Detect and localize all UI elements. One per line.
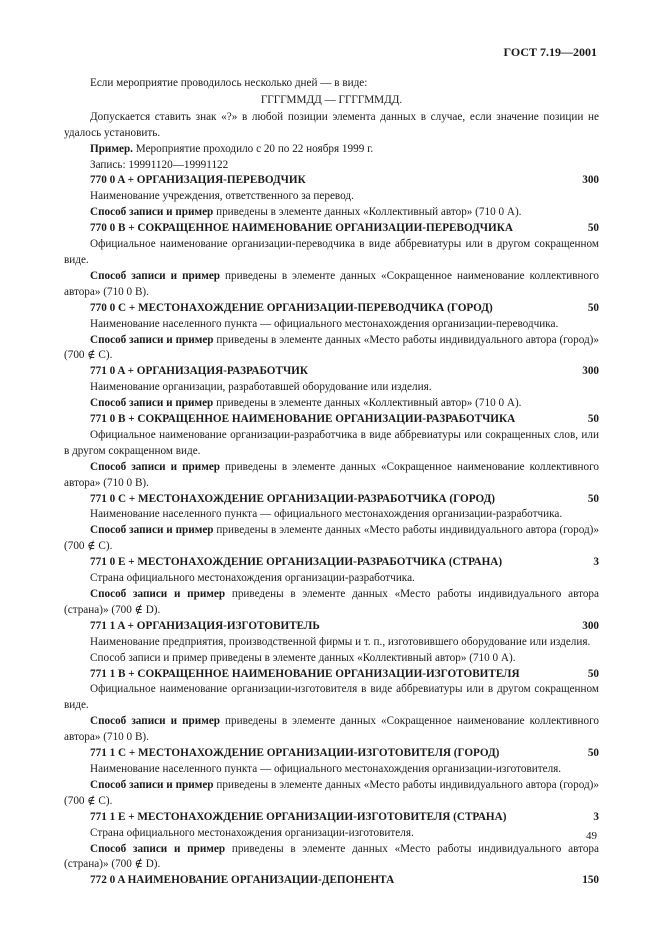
example-paragraph bbox=[64, 142, 599, 158]
field-description: Наименование предприятия, производственной фирмы и т. п., изготовившего оборудование или изделия. bbox=[90, 635, 591, 648]
method-paragraph bbox=[64, 269, 599, 301]
method-paragraph bbox=[64, 333, 599, 365]
method-text: приведены в элементе данных «Место работы индивидуального автора (страна)» (700 ∉ D). bbox=[64, 588, 599, 616]
method-text: приведены в элементе данных «Сокращенное наименование коллективного автора» (710 0 B). bbox=[64, 269, 599, 298]
method-label: Способ записи и пример bbox=[90, 269, 221, 282]
field-name: 770 0 C + МЕСТОНАХОЖДЕНИЕ ОРГАНИЗАЦИИ-ПЕРЕВОДЧИКА (ГОРОД) bbox=[90, 301, 493, 314]
method-paragraph bbox=[64, 842, 599, 874]
method-paragraph: Способ записи и пример приведены в элементе данных «Коллективный автор» (710 0 A). bbox=[90, 651, 516, 664]
method-label: Способ записи и пример bbox=[90, 460, 221, 473]
method-paragraph bbox=[64, 205, 599, 221]
page-body bbox=[64, 76, 599, 889]
paragraph: Допускается ставить знак «?» в любой позиции элемента данных в случае, если значение позиции не удалось установить. bbox=[64, 110, 599, 139]
field-description: Официальное наименование организации-изготовителя в виде аббревиатуры или в другом сокращенном виде. bbox=[64, 683, 599, 712]
field-heading bbox=[90, 746, 599, 762]
field-name: 771 1 E + МЕСТОНАХОЖДЕНИЕ ОРГАНИЗАЦИИ-ИЗГОТОВИТЕЛЯ (СТРАНА) bbox=[90, 810, 507, 823]
method-paragraph bbox=[64, 460, 599, 492]
field-heading bbox=[90, 873, 599, 889]
field-heading bbox=[90, 173, 599, 189]
method-paragraph bbox=[64, 778, 599, 810]
method-label: Способ записи и пример bbox=[90, 524, 214, 537]
method-text: приведены в элементе данных «Место работы индивидуального автора (город)» (700 ∉ C). bbox=[64, 524, 599, 553]
field-heading bbox=[90, 619, 599, 635]
page-number: 49 bbox=[586, 830, 597, 842]
field-name: 771 0 A + ОРГАНИЗАЦИЯ-РАЗРАБОТЧИК bbox=[90, 365, 308, 378]
example-label: Пример. bbox=[90, 142, 133, 155]
field-name: 771 0 C + МЕСТОНАХОЖДЕНИЕ ОРГАНИЗАЦИИ-РАЗРАБОТЧИКА (ГОРОД) bbox=[90, 492, 496, 505]
method-label: Способ записи и пример bbox=[90, 715, 221, 728]
method-text: приведены в элементе данных «Место работы индивидуального автора (город)» (700 ∉ C). bbox=[64, 333, 599, 362]
paragraph: Если мероприятие проводилось несколько дней — в виде: bbox=[90, 77, 368, 89]
example-record: Запись: 19991120—19991122 bbox=[90, 158, 229, 171]
field-heading bbox=[90, 810, 599, 826]
method-text: приведены в элементе данных «Сокращенное наименование коллективного автора» (710 0 B). bbox=[64, 460, 599, 489]
field-heading bbox=[90, 364, 599, 380]
field-description: Наименование населенного пункта — официального местонахождения организации-разработчика. bbox=[90, 508, 563, 521]
field-name: 770 0 A + ОРГАНИЗАЦИЯ-ПЕРЕВОДЧИК bbox=[90, 174, 306, 187]
method-text: приведены в элементе данных «Коллективный автор» (710 0 A). bbox=[213, 206, 522, 219]
field-description: Страна официального местонахождения организации-разработчика. bbox=[90, 572, 415, 585]
field-length: 50 bbox=[587, 747, 599, 760]
field-length: 50 bbox=[587, 222, 599, 235]
field-description: Наименование учреждения, ответственного за перевод. bbox=[90, 190, 354, 203]
method-text: приведены в элементе данных «Коллективный автор» (710 0 A). bbox=[213, 397, 522, 410]
field-heading bbox=[90, 412, 599, 428]
field-description: Наименование населенного пункта — официального местонахождения организации-изготовителя. bbox=[90, 762, 562, 775]
field-length: 300 bbox=[582, 365, 599, 378]
example-text: Мероприятие проходило с 20 по 22 ноября 1999 г. bbox=[132, 142, 374, 155]
method-paragraph bbox=[64, 396, 599, 412]
field-heading bbox=[90, 667, 599, 683]
method-text: приведены в элементе данных «Место работы индивидуального автора (страна)» (700 ∉ D). bbox=[64, 842, 599, 871]
field-heading bbox=[90, 492, 599, 508]
field-name: 771 0 B + СОКРАЩЕННОЕ НАИМЕНОВАНИЕ ОРГАНИЗАЦИИ-РАЗРАБОТЧИКА bbox=[90, 413, 516, 426]
field-name: 771 1 C + МЕСТОНАХОЖДЕНИЕ ОРГАНИЗАЦИИ-ИЗГОТОВИТЕЛЯ (ГОРОД) bbox=[90, 747, 500, 760]
method-text: приведены в элементе данных «Место работы индивидуального автора (город)» (700 ∉ C). bbox=[64, 778, 599, 807]
field-name: 771 0 E + МЕСТОНАХОЖДЕНИЕ ОРГАНИЗАЦИИ-РАЗРАБОТЧИКА (СТРАНА) bbox=[90, 556, 503, 569]
field-description: Страна официального местонахождения организации-изготовителя. bbox=[90, 826, 414, 839]
field-description: Наименование населенного пункта — официального местонахождения организации-переводчика. bbox=[90, 317, 559, 330]
method-paragraph bbox=[64, 523, 599, 555]
field-length: 300 bbox=[582, 174, 599, 187]
field-heading bbox=[90, 555, 599, 571]
field-name: 771 1 B + СОКРАЩЕННОЕ НАИМЕНОВАНИЕ ОРГАНИЗАЦИИ-ИЗГОТОВИТЕЛЯ bbox=[90, 667, 520, 680]
method-label: Способ записи и пример bbox=[90, 842, 226, 855]
field-heading bbox=[90, 301, 599, 317]
field-name: 770 0 B + СОКРАЩЕННОЕ НАИМЕНОВАНИЕ ОРГАНИЗАЦИИ-ПЕРЕВОДЧИКА bbox=[90, 222, 513, 235]
date-format: ГГГГММДД — ГГГГММДД. bbox=[260, 93, 403, 106]
field-heading bbox=[90, 221, 599, 237]
method-label: Способ записи и пример bbox=[90, 778, 214, 791]
method-label: Способ записи и пример bbox=[90, 588, 226, 600]
field-description: Официальное наименование организации-переводчика в виде аббревиатуры или в другом сокращенном виде. bbox=[64, 238, 599, 266]
field-length: 50 bbox=[587, 492, 599, 505]
field-length: 3 bbox=[593, 810, 599, 823]
method-paragraph bbox=[64, 587, 599, 619]
field-description: Официальное наименование организации-разработчика в виде аббревиатуры или сокращенных слов, или в другом сокращенном виде. bbox=[64, 428, 599, 457]
field-description: Наименование организации, разработавшей оборудование или изделия. bbox=[90, 381, 432, 394]
method-label: Способ записи и пример bbox=[90, 397, 214, 410]
field-length: 50 bbox=[587, 413, 599, 426]
method-label: Способ записи и пример bbox=[90, 333, 214, 346]
document-header: ГОСТ 7.19—2001 bbox=[503, 45, 597, 59]
field-length: 50 bbox=[587, 301, 599, 314]
field-length: 3 bbox=[593, 556, 599, 569]
field-length: 150 bbox=[582, 874, 599, 887]
field-name: 772 0 A НАИМЕНОВАНИЕ ОРГАНИЗАЦИИ-ДЕПОНЕНТА bbox=[90, 874, 395, 887]
field-length: 50 bbox=[587, 667, 599, 680]
method-text: приведены в элементе данных «Сокращенное наименование коллективного автора» (710 0 B). bbox=[64, 715, 599, 744]
method-paragraph bbox=[64, 714, 599, 746]
field-length: 300 bbox=[582, 619, 599, 632]
method-label: Способ записи и пример bbox=[90, 206, 214, 219]
field-name: 771 1 A + ОРГАНИЗАЦИЯ-ИЗГОТОВИТЕЛЬ bbox=[90, 619, 320, 632]
